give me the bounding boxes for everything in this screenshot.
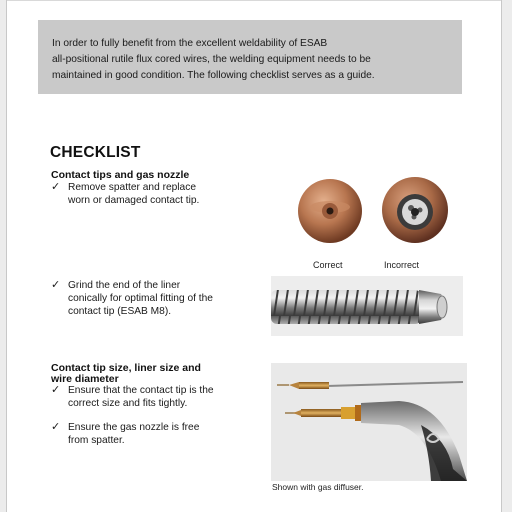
checklist-item <box>51 181 199 207</box>
contact-tip-photo-incorrect <box>379 174 451 246</box>
check-icon: ✓ <box>51 181 61 193</box>
liner-photo <box>271 276 463 336</box>
section-title-contact-tips: Contact tips and gas nozzle <box>51 169 190 181</box>
contact-tip-photo-correct <box>295 176 365 246</box>
item-line: contact tip (ESAB M8). <box>68 306 172 317</box>
section-title-line: Contact tip size, liner size and <box>51 362 201 374</box>
intro-line: maintained in good condition. The following checklist serves as a guide. <box>52 70 375 81</box>
check-icon: ✓ <box>51 421 61 433</box>
caption-correct: Correct <box>313 260 343 270</box>
section-title-line: wire diameter <box>51 373 119 385</box>
section-title-tip-size <box>51 363 201 385</box>
checklist-item <box>51 384 214 410</box>
intro-box <box>38 20 462 94</box>
checklist-item <box>51 279 213 318</box>
item-line: correct size and fits tightly. <box>68 398 188 409</box>
item-line: conically for optimal fitting of the <box>68 293 213 304</box>
checklist-item <box>51 421 199 447</box>
check-icon: ✓ <box>51 384 61 396</box>
check-icon: ✓ <box>51 279 61 291</box>
checklist-heading: CHECKLIST <box>50 144 141 161</box>
torch-diffuser-photo <box>271 363 467 481</box>
item-line: Ensure that the contact tip is the <box>68 385 214 396</box>
item-line: Ensure the gas nozzle is free <box>68 422 200 433</box>
document-page <box>6 0 502 512</box>
item-line: worn or damaged contact tip. <box>68 195 200 206</box>
caption-gas-diffuser: Shown with gas diffuser. <box>272 482 364 492</box>
item-line: Remove spatter and replace <box>68 182 196 193</box>
intro-line: all-positional rutile flux cored wires, the welding equipment needs to be <box>52 54 371 65</box>
intro-line: In order to fully benefit from the excellent weldability of ESAB <box>52 38 328 49</box>
page-top-edge <box>7 0 501 1</box>
caption-incorrect: Incorrect <box>384 260 420 270</box>
item-line: Grind the end of the liner <box>68 280 181 291</box>
item-line: from spatter. <box>68 435 125 446</box>
